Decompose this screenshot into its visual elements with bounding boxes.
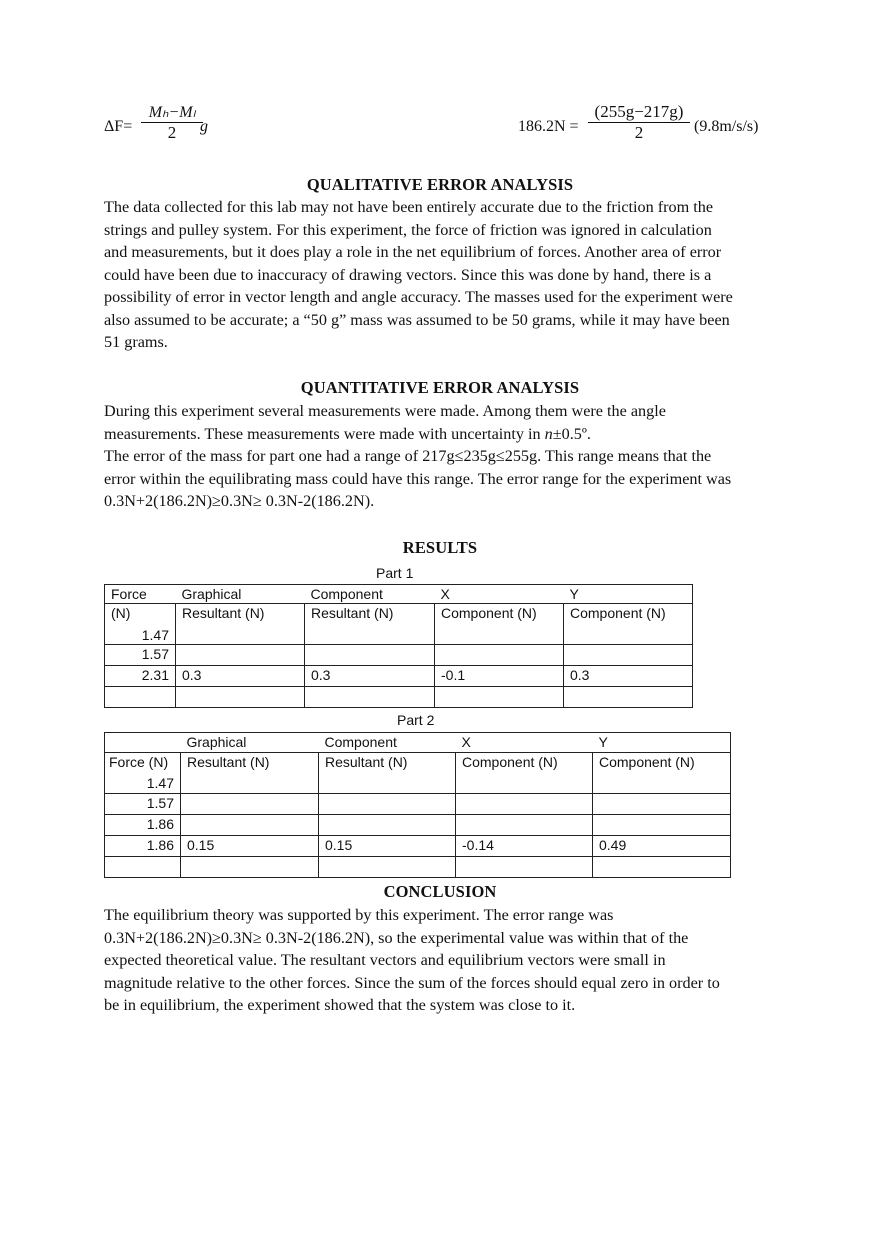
- table-cell: [319, 794, 456, 815]
- table-cell: 0.3: [305, 666, 435, 687]
- formula-force-lhs: 186.2N =: [518, 118, 579, 135]
- table-row: [105, 687, 693, 708]
- table-cell-force: [105, 857, 181, 878]
- table-cell: [593, 794, 731, 815]
- table-cell: [319, 815, 456, 836]
- table-cell-force: 1.57: [105, 645, 176, 666]
- qualitative-line: 51 grams.: [104, 333, 168, 351]
- table-header-cell: Component (N): [564, 604, 693, 645]
- quantitative-line2-pre: measurements. These measurements were made with uncertainty in: [104, 424, 545, 443]
- table-row: [105, 645, 693, 666]
- table-header-cell: Graphical: [176, 585, 305, 604]
- table-header-cell: (N): [111, 605, 131, 621]
- table-header-cell: Resultant (N): [176, 604, 305, 645]
- table-cell-force: 1.47: [141, 627, 169, 643]
- formula-delta-f-fraction: [141, 102, 203, 143]
- table-cell: [176, 645, 305, 666]
- qualitative-line: and measurements, but it does play a role in the net equilibrium of forces. Another area of error: [104, 243, 722, 261]
- table-cell: 0.3: [176, 666, 305, 687]
- table-cell: [593, 815, 731, 836]
- table-header-cell: Force (N): [109, 754, 169, 770]
- qualitative-line: possibility of error in vector length and angle accuracy. The masses used for the experiment were: [104, 288, 733, 306]
- table-cell-force: 1.86: [105, 815, 181, 836]
- table-cell: [105, 604, 176, 645]
- table-header-cell: Component: [319, 733, 456, 753]
- conclusion-line: be in equilibrium, the experiment showed that the system was close to it.: [104, 996, 576, 1014]
- table-cell: [305, 645, 435, 666]
- table-cell: [456, 815, 593, 836]
- table-cell: [435, 645, 564, 666]
- table-cell: 0.3: [564, 666, 693, 687]
- formula-delta-f-tail: g: [200, 118, 208, 135]
- table-header-cell: Y: [564, 585, 693, 604]
- conclusion-line: The equilibrium theory was supported by this experiment. The error range was: [104, 906, 614, 924]
- quantitative-line-uncertainty: [104, 423, 784, 446]
- formula-delta-f-denominator: 2: [167, 123, 177, 142]
- table-cell: [305, 687, 435, 708]
- quantitative-paragraph: [104, 400, 784, 513]
- part2-caption: Part 2: [397, 712, 435, 728]
- part2-table: [104, 732, 731, 878]
- table-header-row: [105, 753, 731, 794]
- formula-force-denominator: 2: [634, 123, 644, 142]
- qualitative-line: could have been due to inaccuracy of drawing vectors. Since this was done by hand, there is a: [104, 265, 712, 284]
- quantitative-line: During this experiment several measurements were made. Among them were the angle: [104, 402, 666, 420]
- qualitative-paragraph: [104, 196, 784, 354]
- results-heading: RESULTS: [402, 538, 478, 557]
- table-header-cell: X: [456, 733, 593, 753]
- table-row: [105, 666, 693, 687]
- table-cell: [319, 857, 456, 878]
- quantitative-line: 0.3N+2(186.2N)≥0.3N≥ 0.3N-2(186.2N).: [104, 492, 375, 510]
- table-cell: 0.15: [319, 836, 456, 857]
- formula-force-numerator: (255g−217g): [594, 102, 684, 121]
- quantitative-line2-var: n: [544, 424, 553, 443]
- table-header-cell: Resultant (N): [305, 604, 435, 645]
- table-cell: [105, 753, 181, 794]
- qualitative-line: The data collected for this lab may not have been entirely accurate due to the friction from the: [104, 198, 714, 216]
- table-header-cell: X: [435, 585, 564, 604]
- table-cell: 0.15: [181, 836, 319, 857]
- table-cell: [564, 687, 693, 708]
- formula-delta-f-lhs: ΔF=: [104, 118, 133, 135]
- table-cell: -0.1: [435, 666, 564, 687]
- table-header-cell: Resultant (N): [319, 753, 456, 794]
- table-header-cell: Graphical: [181, 733, 319, 753]
- table-cell-force: [105, 687, 176, 708]
- table-cell-force: 2.31: [105, 666, 176, 687]
- table-row: [105, 857, 731, 878]
- table-header-cell: Component (N): [593, 753, 731, 794]
- table-cell: [181, 857, 319, 878]
- quantitative-line: The error of the mass for part one had a range of 217g≤235g≤255g. This range means that the: [104, 447, 712, 465]
- table-cell: [181, 794, 319, 815]
- formula-delta-f-numerator: Mₕ−Mₗ: [148, 104, 196, 121]
- part1-caption: Part 1: [376, 565, 414, 581]
- conclusion-line: magnitude relative to the other forces. Since the sum of the forces should equal zero in order to: [104, 973, 720, 992]
- table-cell: [593, 857, 731, 878]
- table-row: [105, 836, 731, 857]
- table-cell: -0.14: [456, 836, 593, 857]
- table-header-cell: Component: [305, 585, 435, 604]
- formula-force-fraction: [588, 102, 690, 143]
- table-cell: [181, 815, 319, 836]
- quantitative-line: error within the equilibrating mass could have this range. The error range for the experiment was: [104, 469, 732, 488]
- part1-table: [104, 584, 693, 708]
- table-cell: [435, 687, 564, 708]
- table-header-cell: Resultant (N): [181, 753, 319, 794]
- table-cell-force: 1.86: [105, 836, 181, 857]
- table-cell: [456, 857, 593, 878]
- table-cell: [564, 645, 693, 666]
- table-row: [105, 815, 731, 836]
- conclusion-paragraph: [104, 904, 784, 1017]
- table-header-cell: Component (N): [456, 753, 593, 794]
- table-row: [105, 794, 731, 815]
- table-cell: [176, 687, 305, 708]
- table-header-row: [105, 604, 693, 645]
- conclusion-line: 0.3N+2(186.2N)≥0.3N≥ 0.3N-2(186.2N), so the experimental value was within that of the: [104, 928, 689, 947]
- table-cell-force: 1.57: [105, 794, 181, 815]
- conclusion-line: expected theoretical value. The resultant vectors and equilibrium vectors were small in: [104, 951, 666, 969]
- table-header-cell: [105, 733, 181, 753]
- qualitative-line: strings and pulley system. For this experiment, the force of friction was ignored in calculation: [104, 220, 712, 239]
- table-header-cell: Y: [593, 733, 731, 753]
- table-header-row: [105, 733, 731, 753]
- formula-delta-f: [104, 100, 224, 150]
- qualitative-heading: QUALITATIVE ERROR ANALYSIS: [306, 175, 574, 194]
- table-header-row: [105, 585, 693, 604]
- formula-force-value: [518, 100, 780, 150]
- conclusion-heading: CONCLUSION: [383, 882, 497, 901]
- quantitative-heading: QUANTITATIVE ERROR ANALYSIS: [300, 378, 580, 397]
- table-header-cell: Force: [105, 585, 176, 604]
- qualitative-line: also assumed to be accurate; a “50 g” mass was assumed to be 50 grams, while it may have been: [104, 310, 730, 329]
- table-cell: [456, 794, 593, 815]
- table-cell: 0.49: [593, 836, 731, 857]
- quantitative-line2-post: ±0.5º.: [552, 424, 591, 443]
- table-header-cell: Component (N): [435, 604, 564, 645]
- formula-force-tail: (9.8m/s/s): [694, 118, 759, 135]
- table-cell-force: 1.47: [146, 775, 174, 791]
